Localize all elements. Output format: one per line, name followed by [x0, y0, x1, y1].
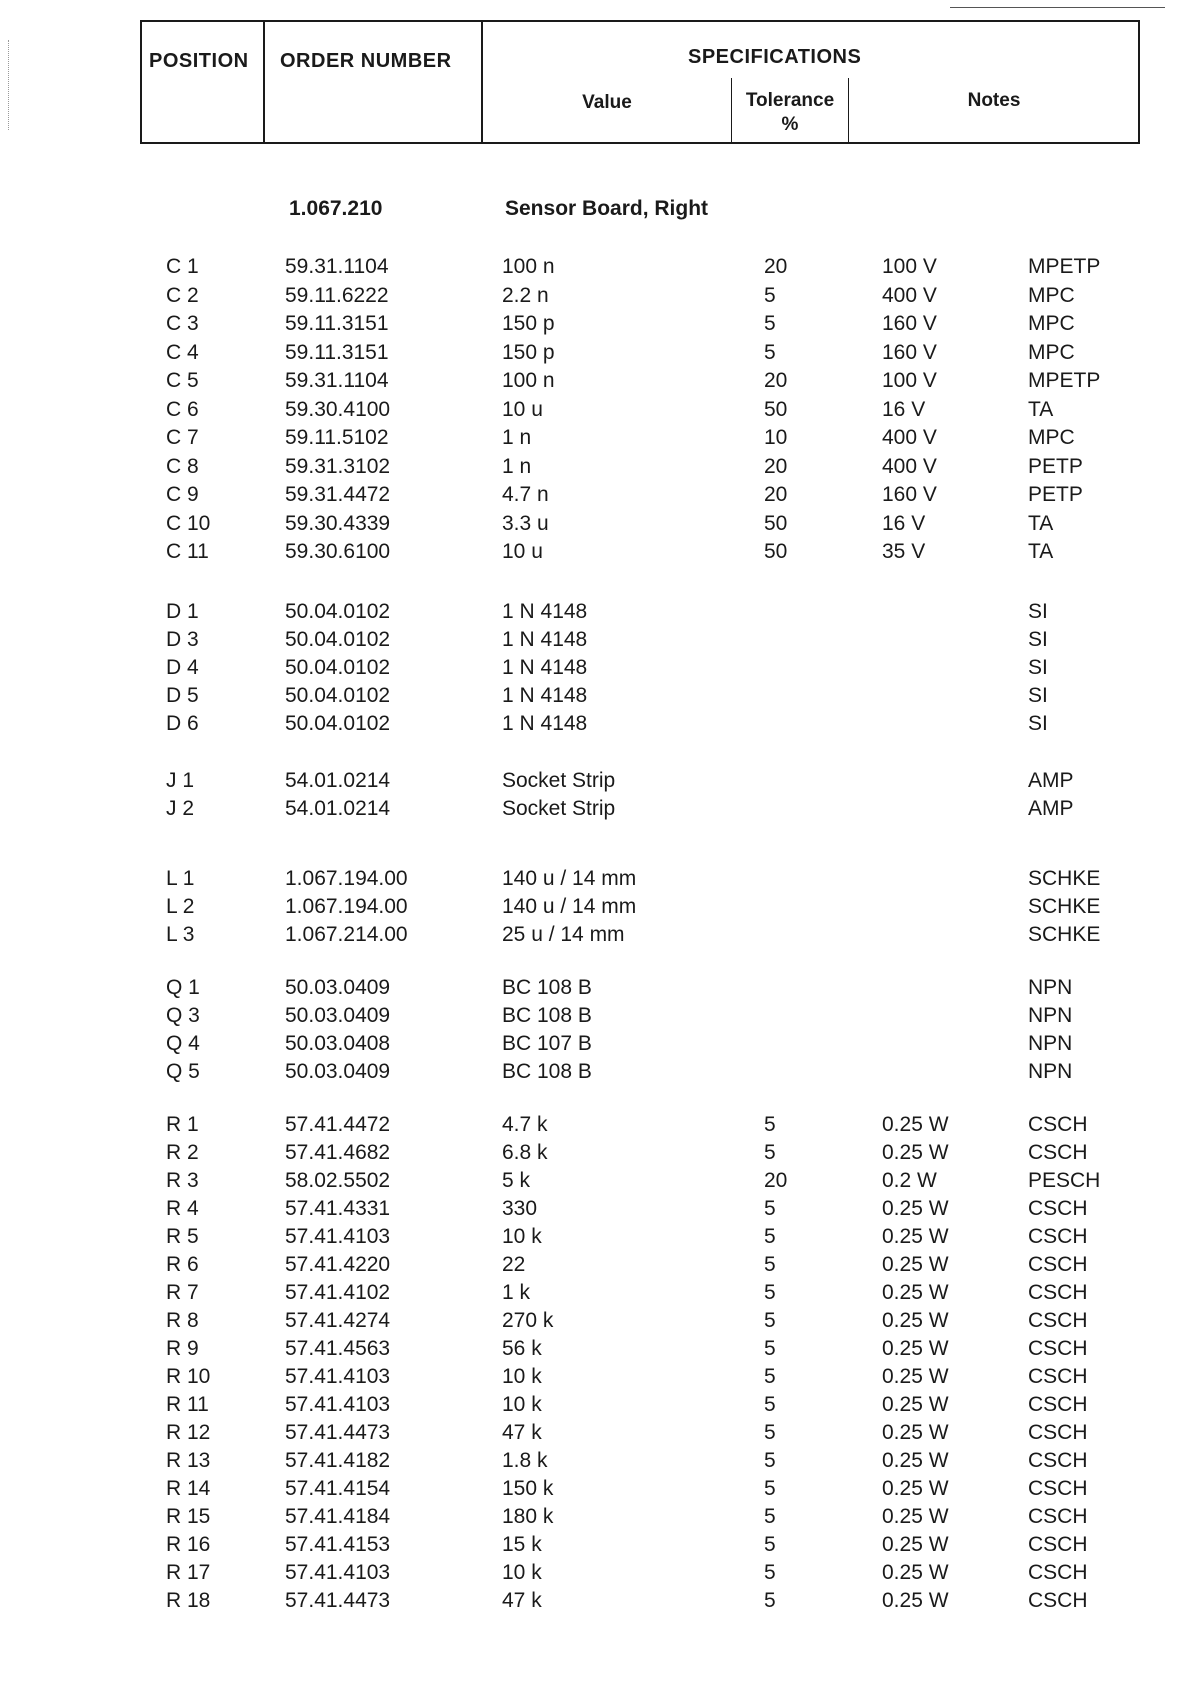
value-cell: 15 k	[502, 1533, 542, 1556]
position-cell: D 6	[166, 712, 199, 735]
value-cell: 10 u	[502, 540, 543, 563]
rating-cell: 0.25 W	[882, 1393, 949, 1416]
value-cell: 150 k	[502, 1477, 554, 1500]
value-cell: 100 n	[502, 255, 555, 278]
table-row	[0, 253, 1190, 281]
rating-cell: 0.25 W	[882, 1309, 949, 1332]
tolerance-cell: 50	[764, 511, 788, 535]
note-cell: MPC	[1028, 426, 1075, 449]
value-cell: 47 k	[502, 1589, 542, 1612]
note-cell: CSCH	[1028, 1393, 1088, 1416]
order-number-cell: 50.03.0408	[285, 1032, 391, 1055]
value-cell: 3.3 u	[502, 511, 549, 535]
table-row	[0, 1030, 1190, 1058]
rating-cell: 0.25 W	[882, 1281, 949, 1304]
table-row	[0, 1587, 1190, 1615]
note-cell: SI	[1028, 712, 1048, 735]
table-row	[0, 893, 1190, 921]
rating-cell: 0.25 W	[882, 1197, 949, 1220]
value-cell: 10 k	[502, 1365, 542, 1388]
tolerance-cell: 5	[764, 1225, 776, 1248]
header-tolerance	[732, 89, 848, 137]
order-number-cell: 57.41.4184	[285, 1505, 391, 1528]
value-cell: 1 n	[502, 426, 532, 449]
order-number-cell: 50.04.0102	[285, 656, 391, 679]
table-row	[0, 1363, 1190, 1391]
order-number-cell: 50.03.0409	[285, 976, 391, 999]
rating-cell: 16 V	[882, 397, 926, 421]
position-cell: L 1	[166, 867, 195, 890]
table-row	[0, 1503, 1190, 1531]
order-number-cell: 59.11.3151	[285, 340, 389, 364]
position-cell: R 6	[166, 1253, 199, 1276]
note-cell: SI	[1028, 600, 1048, 623]
value-cell: 1 k	[502, 1281, 531, 1304]
value-cell: Socket Strip	[502, 769, 616, 792]
tolerance-cell: 20	[764, 369, 788, 392]
order-number-cell: 59.30.4339	[285, 511, 391, 535]
order-number-cell: 50.03.0409	[285, 1060, 391, 1083]
tolerance-cell: 5	[764, 1141, 776, 1164]
order-number-cell: 59.31.3102	[285, 454, 391, 478]
rating-cell: 160 V	[882, 483, 937, 506]
order-number-cell: 50.04.0102	[285, 712, 391, 735]
order-number-cell: 54.01.0214	[285, 797, 391, 820]
position-cell: Q 4	[166, 1032, 200, 1055]
tolerance-cell: 5	[764, 1113, 776, 1136]
table-row	[0, 453, 1190, 481]
order-number-cell: 57.41.4103	[285, 1561, 391, 1584]
note-cell: CSCH	[1028, 1421, 1088, 1444]
value-cell: 10 k	[502, 1225, 542, 1248]
table-row	[0, 921, 1190, 949]
value-cell: 56 k	[502, 1337, 542, 1360]
order-number-cell: 57.41.4472	[285, 1113, 391, 1136]
table-row	[0, 865, 1190, 893]
position-cell: R 9	[166, 1337, 199, 1360]
tolerance-cell: 5	[764, 1533, 776, 1556]
board-order-number: 1.067.210	[289, 197, 383, 220]
table-row	[0, 424, 1190, 452]
value-cell: 1 N 4148	[502, 712, 588, 735]
order-number-cell: 57.41.4331	[285, 1197, 391, 1220]
position-cell: D 3	[166, 628, 199, 651]
value-cell: 1 N 4148	[502, 684, 588, 707]
order-number-cell: 57.41.4103	[285, 1365, 391, 1388]
position-cell: C 6	[166, 397, 199, 421]
header-divider	[481, 22, 483, 142]
note-cell: SI	[1028, 656, 1048, 679]
position-cell: L 3	[166, 923, 195, 946]
order-number-cell: 57.41.4154	[285, 1477, 391, 1500]
header-tolerance-unit: %	[781, 114, 799, 135]
note-cell: CSCH	[1028, 1337, 1088, 1360]
position-cell: R 5	[166, 1225, 199, 1248]
tolerance-cell: 20	[764, 255, 788, 278]
value-cell: BC 108 B	[502, 1060, 592, 1083]
note-cell: MPC	[1028, 340, 1075, 364]
table-row	[0, 1223, 1190, 1251]
value-cell: BC 108 B	[502, 976, 592, 999]
position-cell: C 11	[166, 540, 209, 563]
rating-cell: 0.25 W	[882, 1365, 949, 1388]
rating-cell: 0.25 W	[882, 1561, 949, 1584]
position-cell: J 1	[166, 769, 195, 792]
note-cell: AMP	[1028, 797, 1074, 820]
position-cell: R 8	[166, 1309, 199, 1332]
order-number-cell: 57.41.4102	[285, 1281, 391, 1304]
position-cell: L 2	[166, 895, 195, 918]
value-cell: 1 n	[502, 454, 532, 478]
rating-cell: 100 V	[882, 369, 937, 392]
position-cell: Q 5	[166, 1060, 200, 1083]
rating-cell: 0.25 W	[882, 1589, 949, 1612]
rating-cell: 16 V	[882, 511, 926, 535]
table-row	[0, 1002, 1190, 1030]
order-number-cell: 59.30.6100	[285, 540, 391, 563]
rating-cell: 400 V	[882, 454, 937, 478]
table-row	[0, 626, 1190, 654]
table-row	[0, 396, 1190, 424]
rating-cell: 35 V	[882, 540, 926, 563]
tolerance-cell: 20	[764, 483, 788, 506]
note-cell: CSCH	[1028, 1197, 1088, 1220]
order-number-cell: 59.11.3151	[285, 312, 389, 335]
tolerance-cell: 5	[764, 1449, 776, 1472]
table-row	[0, 1279, 1190, 1307]
note-cell: MPETP	[1028, 255, 1101, 278]
note-cell: TA	[1028, 511, 1054, 535]
rating-cell: 0.25 W	[882, 1141, 949, 1164]
note-cell: TA	[1028, 397, 1054, 421]
value-cell: 1 N 4148	[502, 656, 588, 679]
table-row	[0, 1559, 1190, 1587]
table-row	[0, 1419, 1190, 1447]
order-number-cell: 57.41.4473	[285, 1421, 391, 1444]
header-order-number: ORDER NUMBER	[280, 50, 452, 72]
note-cell: CSCH	[1028, 1365, 1088, 1388]
value-cell: 140 u / 14 mm	[502, 867, 637, 890]
tolerance-cell: 20	[764, 1169, 788, 1192]
position-cell: C 1	[166, 255, 199, 278]
order-number-cell: 1.067.194.00	[285, 895, 408, 918]
note-cell: CSCH	[1028, 1309, 1088, 1332]
position-cell: C 3	[166, 312, 199, 335]
note-cell: CSCH	[1028, 1253, 1088, 1276]
note-cell: SCHKE	[1028, 867, 1101, 890]
tolerance-cell: 5	[764, 283, 776, 307]
value-cell: 270 k	[502, 1309, 554, 1332]
order-number-cell: 57.41.4153	[285, 1533, 391, 1556]
value-cell: 5 k	[502, 1169, 531, 1192]
note-cell: PETP	[1028, 483, 1083, 506]
table-row	[0, 1111, 1190, 1139]
position-cell: R 17	[166, 1561, 211, 1584]
rating-cell: 0.25 W	[882, 1337, 949, 1360]
value-cell: 4.7 k	[502, 1113, 548, 1136]
position-cell: C 2	[166, 283, 199, 307]
order-number-cell: 57.41.4563	[285, 1337, 391, 1360]
value-cell: 1.8 k	[502, 1449, 548, 1472]
value-cell: BC 107 B	[502, 1032, 592, 1055]
position-cell: R 1	[166, 1113, 199, 1136]
rating-cell: 0.25 W	[882, 1253, 949, 1276]
top-rule	[950, 7, 1165, 8]
position-cell: C 4	[166, 340, 199, 364]
rating-cell: 160 V	[882, 340, 937, 364]
order-number-cell: 57.41.4274	[285, 1309, 391, 1332]
tolerance-cell: 5	[764, 1477, 776, 1500]
order-number-cell: 50.03.0409	[285, 1004, 391, 1027]
position-cell: Q 1	[166, 976, 200, 999]
table-row	[0, 1139, 1190, 1167]
table-row	[0, 654, 1190, 682]
note-cell: CSCH	[1028, 1533, 1088, 1556]
order-number-cell: 1.067.214.00	[285, 923, 408, 946]
rating-cell: 100 V	[882, 255, 937, 278]
table-row	[0, 1335, 1190, 1363]
header-divider	[848, 78, 849, 142]
tolerance-cell: 5	[764, 1281, 776, 1304]
note-cell: NPN	[1028, 1060, 1073, 1083]
order-number-cell: 57.41.4103	[285, 1393, 391, 1416]
value-cell: 150 p	[502, 340, 555, 364]
position-cell: R 4	[166, 1197, 199, 1220]
order-number-cell: 57.41.4682	[285, 1141, 391, 1164]
table-row	[0, 1167, 1190, 1195]
note-cell: AMP	[1028, 769, 1074, 792]
table-row	[0, 1391, 1190, 1419]
position-cell: C 9	[166, 483, 199, 506]
note-cell: CSCH	[1028, 1561, 1088, 1584]
value-cell: 6.8 k	[502, 1141, 548, 1164]
position-cell: C 8	[166, 454, 199, 478]
value-cell: 10 u	[502, 397, 543, 421]
order-number-cell: 58.02.5502	[285, 1169, 391, 1192]
table-row	[0, 310, 1190, 338]
tolerance-cell: 5	[764, 1197, 776, 1220]
note-cell: NPN	[1028, 976, 1073, 999]
table-row	[0, 1058, 1190, 1086]
note-cell: CSCH	[1028, 1113, 1088, 1136]
order-number-cell: 59.30.4100	[285, 397, 391, 421]
position-cell: R 13	[166, 1449, 211, 1472]
order-number-cell: 57.41.4473	[285, 1589, 391, 1612]
tolerance-cell: 5	[764, 1365, 776, 1388]
rating-cell: 0.25 W	[882, 1421, 949, 1444]
position-cell: R 2	[166, 1141, 199, 1164]
table-row	[0, 682, 1190, 710]
rating-cell: 400 V	[882, 426, 937, 449]
value-cell: 100 n	[502, 369, 555, 392]
position-cell: Q 3	[166, 1004, 200, 1027]
position-cell: C 10	[166, 511, 211, 535]
value-cell: Socket Strip	[502, 797, 616, 820]
position-cell: J 2	[166, 797, 195, 820]
note-cell: CSCH	[1028, 1281, 1088, 1304]
margin-mark	[8, 40, 9, 130]
rating-cell: 0.25 W	[882, 1477, 949, 1500]
value-cell: 22	[502, 1253, 526, 1276]
tolerance-cell: 5	[764, 1421, 776, 1444]
position-cell: R 18	[166, 1589, 211, 1612]
value-cell: 140 u / 14 mm	[502, 895, 637, 918]
value-cell: 330	[502, 1197, 538, 1220]
position-cell: D 1	[166, 600, 199, 623]
note-cell: SI	[1028, 684, 1048, 707]
position-cell: R 7	[166, 1281, 199, 1304]
position-cell: C 5	[166, 369, 199, 392]
note-cell: CSCH	[1028, 1477, 1088, 1500]
order-number-cell: 59.31.4472	[285, 483, 391, 506]
order-number-cell: 50.04.0102	[285, 600, 391, 623]
note-cell: SCHKE	[1028, 923, 1101, 946]
position-cell: R 15	[166, 1505, 211, 1528]
order-number-cell: 57.41.4182	[285, 1449, 391, 1472]
order-number-cell: 59.31.1104	[285, 369, 389, 392]
order-number-cell: 50.04.0102	[285, 684, 391, 707]
table-row	[0, 1475, 1190, 1503]
note-cell: CSCH	[1028, 1505, 1088, 1528]
tolerance-cell: 5	[764, 340, 776, 364]
tolerance-cell: 5	[764, 1505, 776, 1528]
position-cell: R 3	[166, 1169, 199, 1192]
position-cell: R 11	[166, 1393, 209, 1416]
order-number-cell: 50.04.0102	[285, 628, 391, 651]
note-cell: CSCH	[1028, 1589, 1088, 1612]
note-cell: PESCH	[1028, 1169, 1101, 1192]
tolerance-cell: 5	[764, 312, 776, 335]
tolerance-cell: 5	[764, 1253, 776, 1276]
position-cell: R 16	[166, 1533, 211, 1556]
order-number-cell: 1.067.194.00	[285, 867, 408, 890]
rating-cell: 0.25 W	[882, 1113, 949, 1136]
tolerance-cell: 5	[764, 1393, 776, 1416]
tolerance-cell: 5	[764, 1589, 776, 1612]
table-row	[0, 339, 1190, 367]
note-cell: NPN	[1028, 1032, 1073, 1055]
table-row	[0, 1195, 1190, 1223]
tolerance-cell: 50	[764, 397, 788, 421]
table-row	[0, 538, 1190, 566]
rating-cell: 160 V	[882, 312, 937, 335]
tolerance-cell: 10	[764, 426, 788, 449]
value-cell: BC 108 B	[502, 1004, 592, 1027]
value-cell: 10 k	[502, 1561, 542, 1584]
table-row	[0, 1531, 1190, 1559]
tolerance-cell: 5	[764, 1309, 776, 1332]
tolerance-cell: 20	[764, 454, 788, 478]
tolerance-cell: 50	[764, 540, 788, 563]
order-number-cell: 59.31.1104	[285, 255, 389, 278]
header-divider	[263, 22, 265, 142]
position-cell: R 14	[166, 1477, 211, 1500]
header-tolerance-label: Tolerance	[745, 90, 835, 111]
header-position: POSITION	[149, 50, 249, 72]
tolerance-cell: 5	[764, 1337, 776, 1360]
rating-cell: 0.25 W	[882, 1225, 949, 1248]
table-row	[0, 282, 1190, 310]
header-value: Value	[582, 92, 632, 113]
table-row	[0, 974, 1190, 1002]
table-row	[0, 510, 1190, 538]
note-cell: TA	[1028, 540, 1054, 563]
board-title: Sensor Board, Right	[505, 197, 709, 220]
position-cell: C 7	[166, 426, 199, 449]
position-cell: D 5	[166, 684, 199, 707]
order-number-cell: 54.01.0214	[285, 769, 391, 792]
value-cell: 4.7 n	[502, 483, 549, 506]
rating-cell: 0.25 W	[882, 1449, 949, 1472]
note-cell: CSCH	[1028, 1141, 1088, 1164]
order-number-cell: 59.11.6222	[285, 283, 389, 307]
note-cell: MPC	[1028, 283, 1075, 307]
value-cell: 1 N 4148	[502, 628, 588, 651]
rating-cell: 400 V	[882, 283, 937, 307]
note-cell: CSCH	[1028, 1449, 1088, 1472]
table-row	[0, 481, 1190, 509]
rating-cell: 0.25 W	[882, 1505, 949, 1528]
table-row	[0, 367, 1190, 395]
order-number-cell: 57.41.4103	[285, 1225, 391, 1248]
table-row	[0, 598, 1190, 626]
note-cell: MPC	[1028, 312, 1075, 335]
rating-cell: 0.2 W	[882, 1169, 937, 1192]
note-cell: CSCH	[1028, 1225, 1088, 1248]
table-row	[0, 795, 1190, 823]
note-cell: SI	[1028, 628, 1048, 651]
note-cell: MPETP	[1028, 369, 1101, 392]
value-cell: 25 u / 14 mm	[502, 923, 625, 946]
position-cell: R 12	[166, 1421, 211, 1444]
note-cell: NPN	[1028, 1004, 1073, 1027]
tolerance-cell: 5	[764, 1561, 776, 1584]
note-cell: PETP	[1028, 454, 1083, 478]
header-notes: Notes	[967, 90, 1021, 111]
position-cell: R 10	[166, 1365, 211, 1388]
order-number-cell: 59.11.5102	[285, 426, 389, 449]
position-cell: D 4	[166, 656, 199, 679]
table-row	[0, 1447, 1190, 1475]
value-cell: 1 N 4148	[502, 600, 588, 623]
table-row	[0, 767, 1190, 795]
value-cell: 2.2 n	[502, 283, 549, 307]
note-cell: SCHKE	[1028, 895, 1101, 918]
rating-cell: 0.25 W	[882, 1533, 949, 1556]
value-cell: 150 p	[502, 312, 555, 335]
table-row	[0, 710, 1190, 738]
value-cell: 47 k	[502, 1421, 542, 1444]
table-row	[0, 1251, 1190, 1279]
table-header	[140, 20, 1140, 144]
header-specifications: SPECIFICATIONS	[688, 46, 862, 68]
table-row	[0, 1307, 1190, 1335]
value-cell: 10 k	[502, 1393, 542, 1416]
order-number-cell: 57.41.4220	[285, 1253, 391, 1276]
value-cell: 180 k	[502, 1505, 554, 1528]
